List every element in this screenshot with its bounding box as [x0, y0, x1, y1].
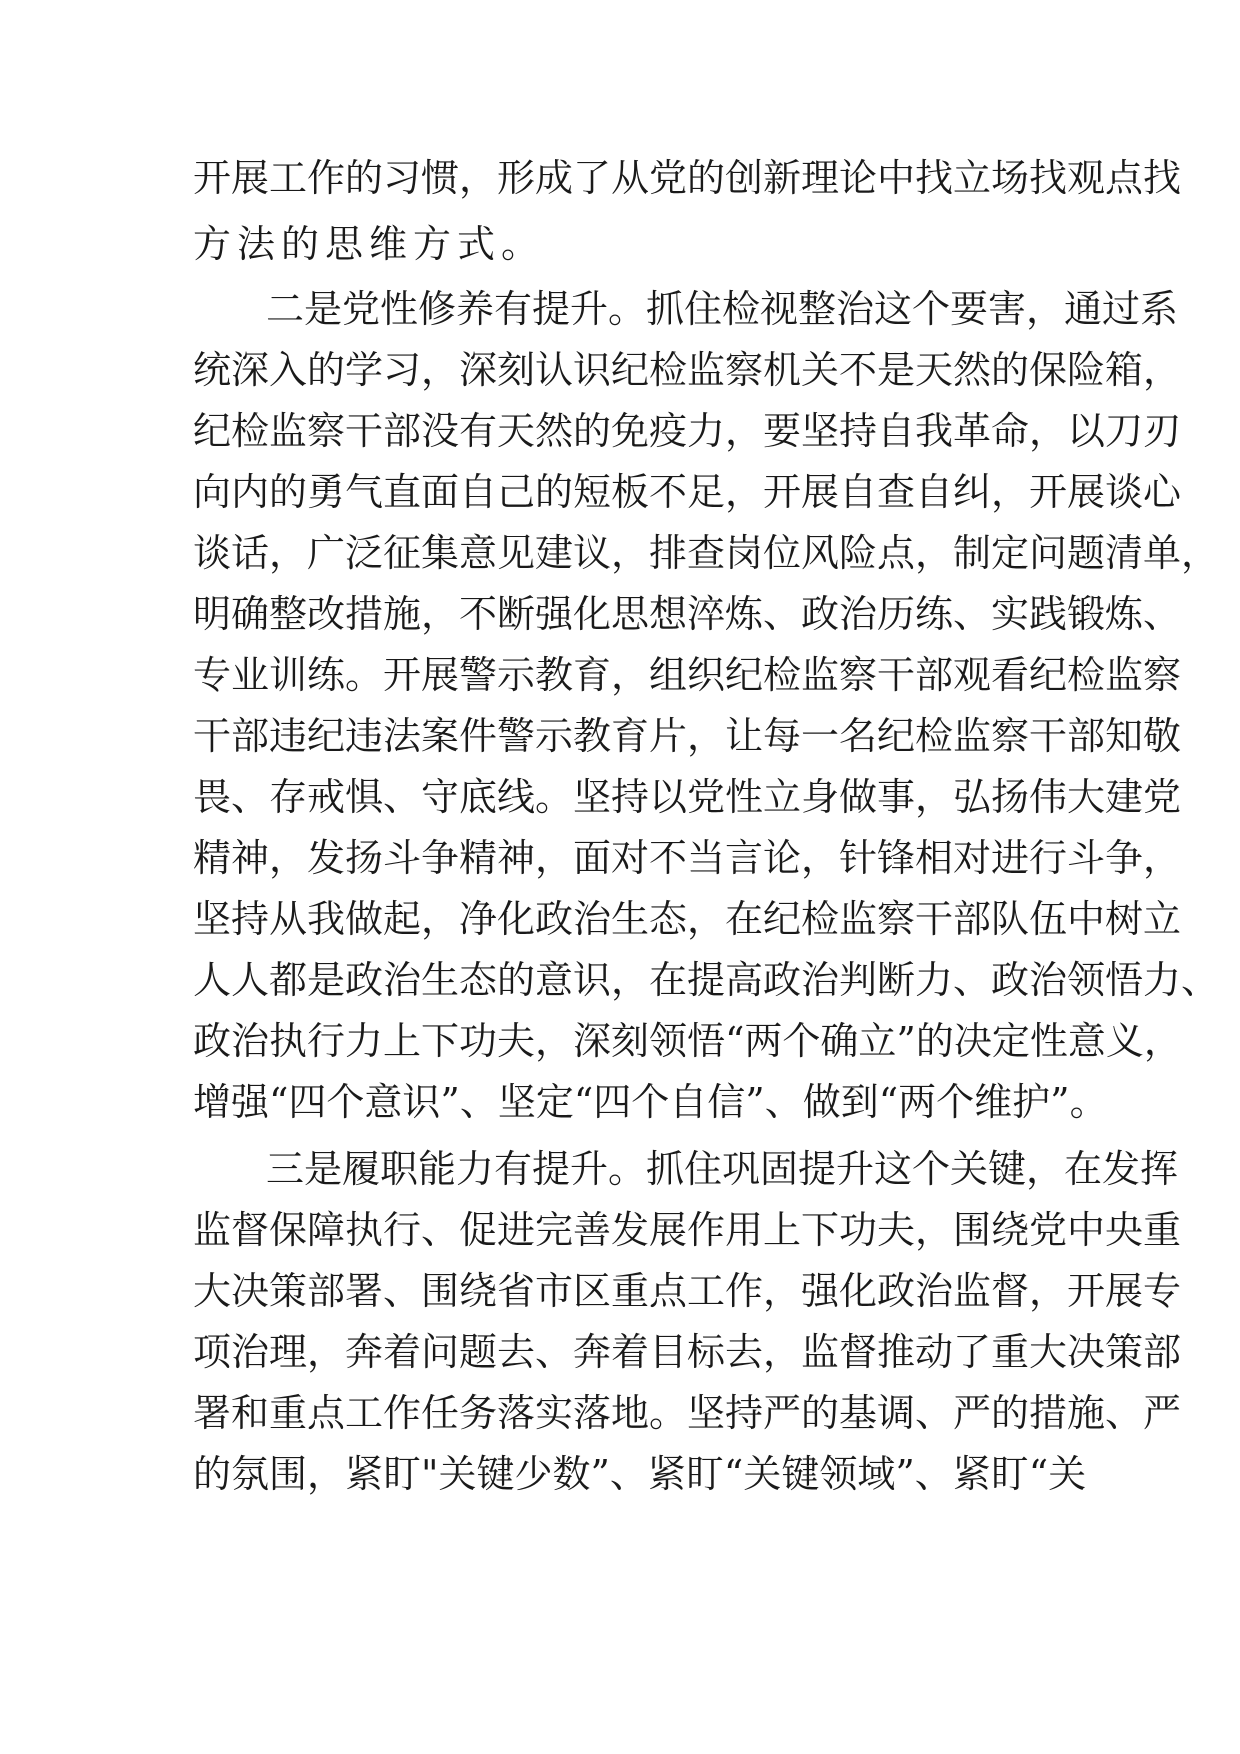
paragraph-1-line-2: 方法的思维方式。 — [193, 222, 546, 266]
paragraph-2-line-11: 坚持从我做起，净化政治生态，在纪检监察干部队伍中树立 — [193, 897, 1182, 941]
paragraph-2-line-14: 增强“四个意识”、坚定“四个自信”、做到“两个维护”。 — [193, 1080, 1108, 1124]
paragraph-3-line-1: 三是履职能力有提升。抓住巩固提升这个关键，在发挥 — [266, 1147, 1179, 1191]
paragraph-2-line-13: 政治执行力上下功夫，深刻领悟“两个确立”的决定性意义， — [193, 1019, 1182, 1063]
paragraph-2-line-3: 纪检监察干部没有天然的免疫力，要坚持自我革命，以刀刃 — [193, 409, 1182, 453]
paragraph-2-line-8: 干部违纪违法案件警示教育片，让每一名纪检监察干部知敬 — [193, 714, 1182, 758]
paragraph-2-line-1: 二是党性修养有提升。抓住检视整治这个要害，通过系 — [266, 287, 1179, 331]
paragraph-2-line-10: 精神，发扬斗争精神，面对不当言论，针锋相对进行斗争， — [193, 836, 1182, 880]
paragraph-2-line-6: 明确整改措施，不断强化思想淬炼、政治历练、实践锻炼、 — [193, 592, 1182, 636]
paragraph-3-line-2: 监督保障执行、促进完善发展作用上下功夫，围绕党中央重 — [193, 1208, 1182, 1252]
paragraph-3-line-6: 的氛围，紧盯"关键少数”、紧盯“关键领域”、紧盯“关 — [193, 1452, 1087, 1496]
paragraph-2-line-9: 畏、存戒惧、守底线。坚持以党性立身做事，弘扬伟大建党 — [193, 775, 1182, 819]
paragraph-3-line-5: 署和重点工作任务落实落地。坚持严的基调、严的措施、严 — [193, 1391, 1182, 1435]
paragraph-1-line-1: 开展工作的习惯，形成了从党的创新理论中找立场找观点找 — [193, 156, 1182, 200]
paragraph-3-line-4: 项治理，奔着问题去、奔着目标去，监督推动了重大决策部 — [193, 1330, 1182, 1374]
paragraph-2-line-2: 统深入的学习，深刻认识纪检监察机关不是天然的保险箱， — [193, 348, 1182, 392]
paragraph-2-line-4: 向内的勇气直面自己的短板不足，开展自查自纠，开展谈心 — [193, 470, 1182, 514]
paragraph-3-line-3: 大决策部署、围绕省市区重点工作，强化政治监督，开展专 — [193, 1269, 1182, 1313]
paragraph-2-line-12: 人人都是政治生态的意识，在提高政治判断力、政治领悟力、 — [193, 958, 1220, 1002]
paragraph-2-line-7: 专业训练。开展警示教育，组织纪检监察干部观看纪检监察 — [193, 653, 1182, 697]
paragraph-2-line-5: 谈话，广泛征集意见建议，排查岗位风险点，制定问题清单， — [193, 531, 1220, 575]
